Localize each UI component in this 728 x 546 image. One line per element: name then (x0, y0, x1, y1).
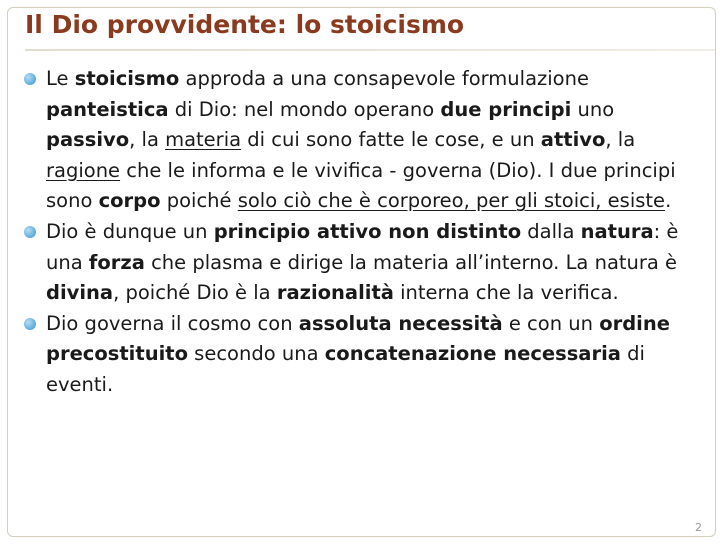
text-run: di eventi. (46, 342, 645, 396)
bold-term: corpo (98, 189, 161, 213)
bullet-item-3 (22, 309, 692, 401)
text-run: Dio è dunque un (46, 219, 214, 243)
text-run: poiché (160, 189, 238, 213)
text-run: di cui sono fatte le cose, e un (241, 128, 541, 152)
bold-term: natura (580, 219, 654, 243)
underlined-term: materia (165, 128, 242, 152)
underlined-term: solo ciò che è corporeo, per gli stoici, esiste (237, 189, 666, 213)
bullet-text (46, 220, 678, 304)
bold-term: attivo (540, 128, 606, 152)
page-number: 2 (695, 521, 702, 534)
bullet-dot-icon (24, 226, 36, 238)
title-divider (25, 49, 715, 51)
text-run: di Dio: nel mondo operano (168, 97, 441, 121)
text-run: e con un (502, 311, 600, 335)
slide-title: Il Dio provvidente: lo stoicismo (25, 10, 465, 39)
text-run: interna che la verifica. (393, 281, 619, 305)
bold-term: passivo (46, 128, 130, 152)
bold-term: due principi (440, 97, 572, 121)
text-run: uno (571, 97, 615, 121)
text-run: approda a una consapevole formulazione (179, 67, 589, 90)
bold-term: ordine precostituito (46, 311, 670, 366)
bullet-list (22, 64, 692, 401)
bold-term: divina (46, 281, 114, 305)
bullet-text (46, 312, 670, 396)
underlined-term: ragione (46, 158, 121, 182)
text-run: , poiché Dio è la (113, 281, 277, 305)
text-run: , la (129, 128, 166, 152)
bullet-text (46, 67, 676, 212)
text-run: Dio governa il cosmo con (46, 311, 299, 335)
text-run: Le (46, 67, 75, 90)
text-run: . (665, 189, 672, 213)
text-run: : è una (46, 219, 679, 274)
text-run: secondo una (187, 342, 325, 366)
bold-term: forza (88, 250, 145, 274)
bullet-dot-icon (24, 73, 36, 85)
bullet-item-1 (22, 64, 692, 217)
text-run: , la (605, 128, 636, 152)
text-run: che le informa e le vivifica - governa (Dio). I due principi sono (46, 158, 676, 213)
bold-term: panteistica (46, 97, 169, 121)
bold-term: concatenazione necessaria (324, 342, 621, 366)
text-run: dalla (521, 219, 581, 243)
bold-term: assoluta necessità (298, 311, 503, 335)
bold-term: principio attivo non distinto (213, 219, 522, 243)
bullet-item-2 (22, 217, 692, 309)
bold-term: stoicismo (74, 67, 180, 90)
bold-term: razionalità (276, 281, 394, 305)
bullet-dot-icon (24, 318, 36, 330)
text-run: che plasma e dirige la materia all’interno. La natura è (144, 250, 678, 274)
